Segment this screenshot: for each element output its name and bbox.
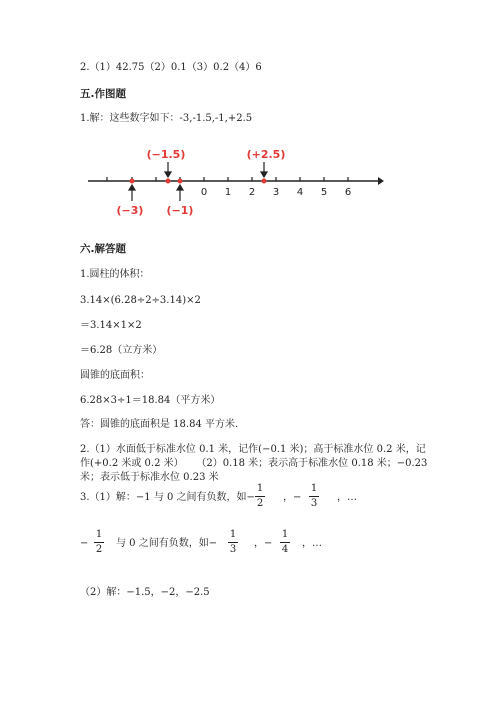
section-heading-5: 五.作图题 <box>80 88 126 100</box>
answer-line-7: 圆锥的底面积： <box>80 370 150 381</box>
answer-line-2: 1.解：这些数字如下：-3,-1.5,-1,+2.5 <box>80 113 253 124</box>
fraction-denominator: 3 <box>310 498 318 509</box>
tick-label-0: 0 <box>200 187 208 198</box>
mark-label-plus-2-5: (+2.5) <box>246 148 286 161</box>
arrow-up-icon <box>177 185 183 190</box>
answer-line-13-part-b: ，− <box>283 492 302 503</box>
tick-label-3: 3 <box>272 187 280 198</box>
fraction-bar <box>94 542 104 543</box>
fraction-denominator: 4 <box>281 544 289 555</box>
fraction-denominator: 2 <box>256 498 264 509</box>
number-line-figure <box>80 145 400 220</box>
answer-line-14-part-b: 与 0 之间有负数，如− <box>116 538 218 549</box>
answer-line-3: 1.圆柱的体积： <box>80 269 150 280</box>
answer-line-8: 6.28×3÷1＝18.84（平方米） <box>80 395 221 406</box>
axis-arrow-icon <box>378 177 384 185</box>
fraction-bar <box>255 496 265 497</box>
answer-line-9: 答：圆锥的底面积是 18.84 平方米. <box>80 419 239 430</box>
fraction-denominator: 2 <box>95 544 103 555</box>
fraction-denominator: 3 <box>229 544 237 555</box>
answer-line-5: ＝3.14×1×2 <box>80 320 142 331</box>
answer-line-12: 米；表示低于标准水位 0.23 米 <box>80 472 219 483</box>
fraction-numerator: 1 <box>229 529 237 540</box>
answer-line-14-part-d: ，… <box>302 538 322 549</box>
answer-line-14-part-c: ，− <box>254 538 273 549</box>
tick-label-4: 4 <box>296 187 304 198</box>
fraction-one-half <box>253 483 267 510</box>
point-minus-1-5 <box>166 179 171 184</box>
fraction-numerator: 1 <box>256 483 264 494</box>
fraction-numerator: 1 <box>95 529 103 540</box>
answer-line-11: 作(+0.2 米或 0.2 米） （2）0.18 米；表示高于标准水位 0.18 米；−0.23 <box>80 458 428 469</box>
fraction-numerator: 1 <box>310 483 318 494</box>
mark-label-minus-3: (−3) <box>116 204 144 217</box>
answer-line-10: 2.（1）水面低于标准水位 0.1 米，记作(−0.1 米)；高于标准水位 0.2 米，记 <box>80 444 426 455</box>
fraction-bar <box>280 542 290 543</box>
tick-label-5: 5 <box>320 187 328 198</box>
mark-label-minus-1-5: (−1.5) <box>146 148 186 161</box>
fraction-one-half <box>92 529 106 556</box>
tick-label-1: 1 <box>224 187 232 198</box>
fraction-one-third <box>307 483 321 510</box>
answer-line-4: 3.14×(6.28÷2÷3.14)×2 <box>80 295 201 306</box>
answer-line-13-part-c: ，… <box>337 492 357 503</box>
answer-line-15: （2）解：−1.5，−2，−2.5 <box>80 587 210 598</box>
answer-line-14-part-a: − <box>80 538 89 549</box>
tick-label-6: 6 <box>344 187 352 198</box>
point-plus-2-5 <box>262 179 267 184</box>
arrow-up-icon <box>129 185 135 190</box>
answer-line-13-part-a: 3.（1）解：−1 与 0 之间有负数，如− <box>80 492 255 503</box>
fraction-numerator: 1 <box>281 529 289 540</box>
point-minus-1 <box>178 179 183 184</box>
answer-line-6: ＝6.28（立方米） <box>80 345 163 356</box>
arrow-down-icon <box>261 172 267 177</box>
tick-label-2: 2 <box>248 187 256 198</box>
fraction-one-fourth <box>278 529 292 556</box>
fraction-bar <box>309 496 319 497</box>
answer-line-1: 2.（1）42.75（2）0.1（3）0.2（4）6 <box>80 62 262 73</box>
arrow-down-icon <box>165 172 171 177</box>
section-heading-6: 六.解答题 <box>80 243 126 255</box>
point-minus-3 <box>130 179 135 184</box>
mark-label-minus-1: (−1) <box>166 204 194 217</box>
fraction-one-third <box>226 529 240 556</box>
fraction-bar <box>228 542 238 543</box>
